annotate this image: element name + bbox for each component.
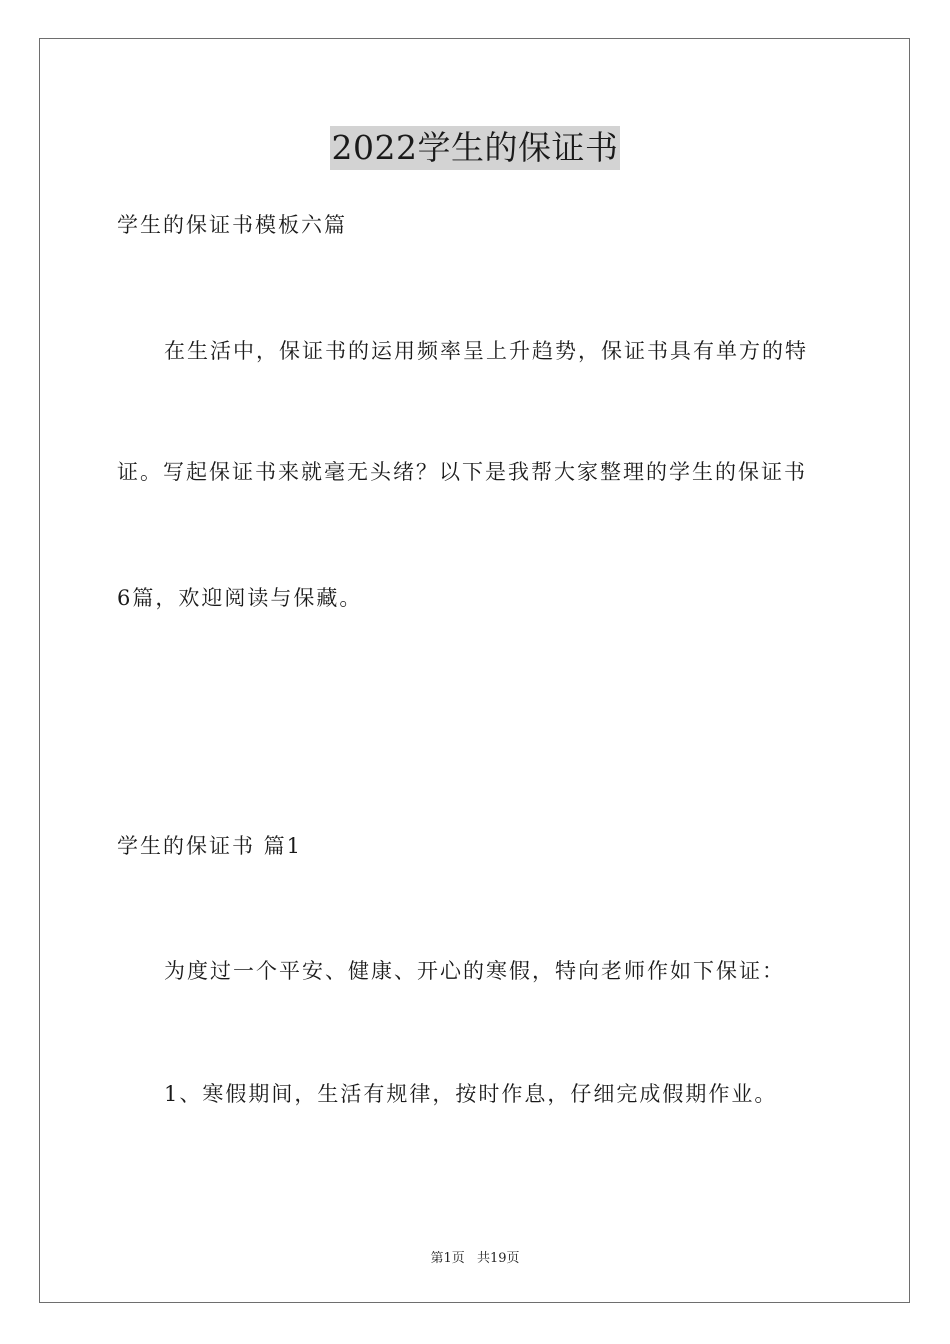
- document-title: 2022学生的保证书: [330, 126, 621, 170]
- intro-line-1: 在生活中，保证书的运用频率呈上升趋势，保证书具有单方的特: [164, 339, 808, 363]
- intro-line-3: 6篇，欢迎阅读与保藏。: [117, 586, 363, 610]
- intro-line-2: 证。写起保证书来就毫无头绪？以下是我帮大家整理的学生的保证书: [117, 460, 807, 484]
- page-number: 第1页: [430, 1251, 465, 1266]
- body-line-1: 为度过一个平安、健康、开心的寒假，特向老师作如下保证：: [164, 959, 785, 983]
- document-subtitle: 学生的保证书模板六篇: [117, 213, 347, 237]
- page-footer: [0, 1247, 950, 1266]
- body-line-2: 1、寒假期间，生活有规律，按时作息，仔细完成假期作业。: [164, 1082, 778, 1106]
- title-container: [0, 126, 950, 170]
- page-total: 共19页: [476, 1251, 520, 1266]
- section-heading: 学生的保证书 篇1: [117, 834, 303, 858]
